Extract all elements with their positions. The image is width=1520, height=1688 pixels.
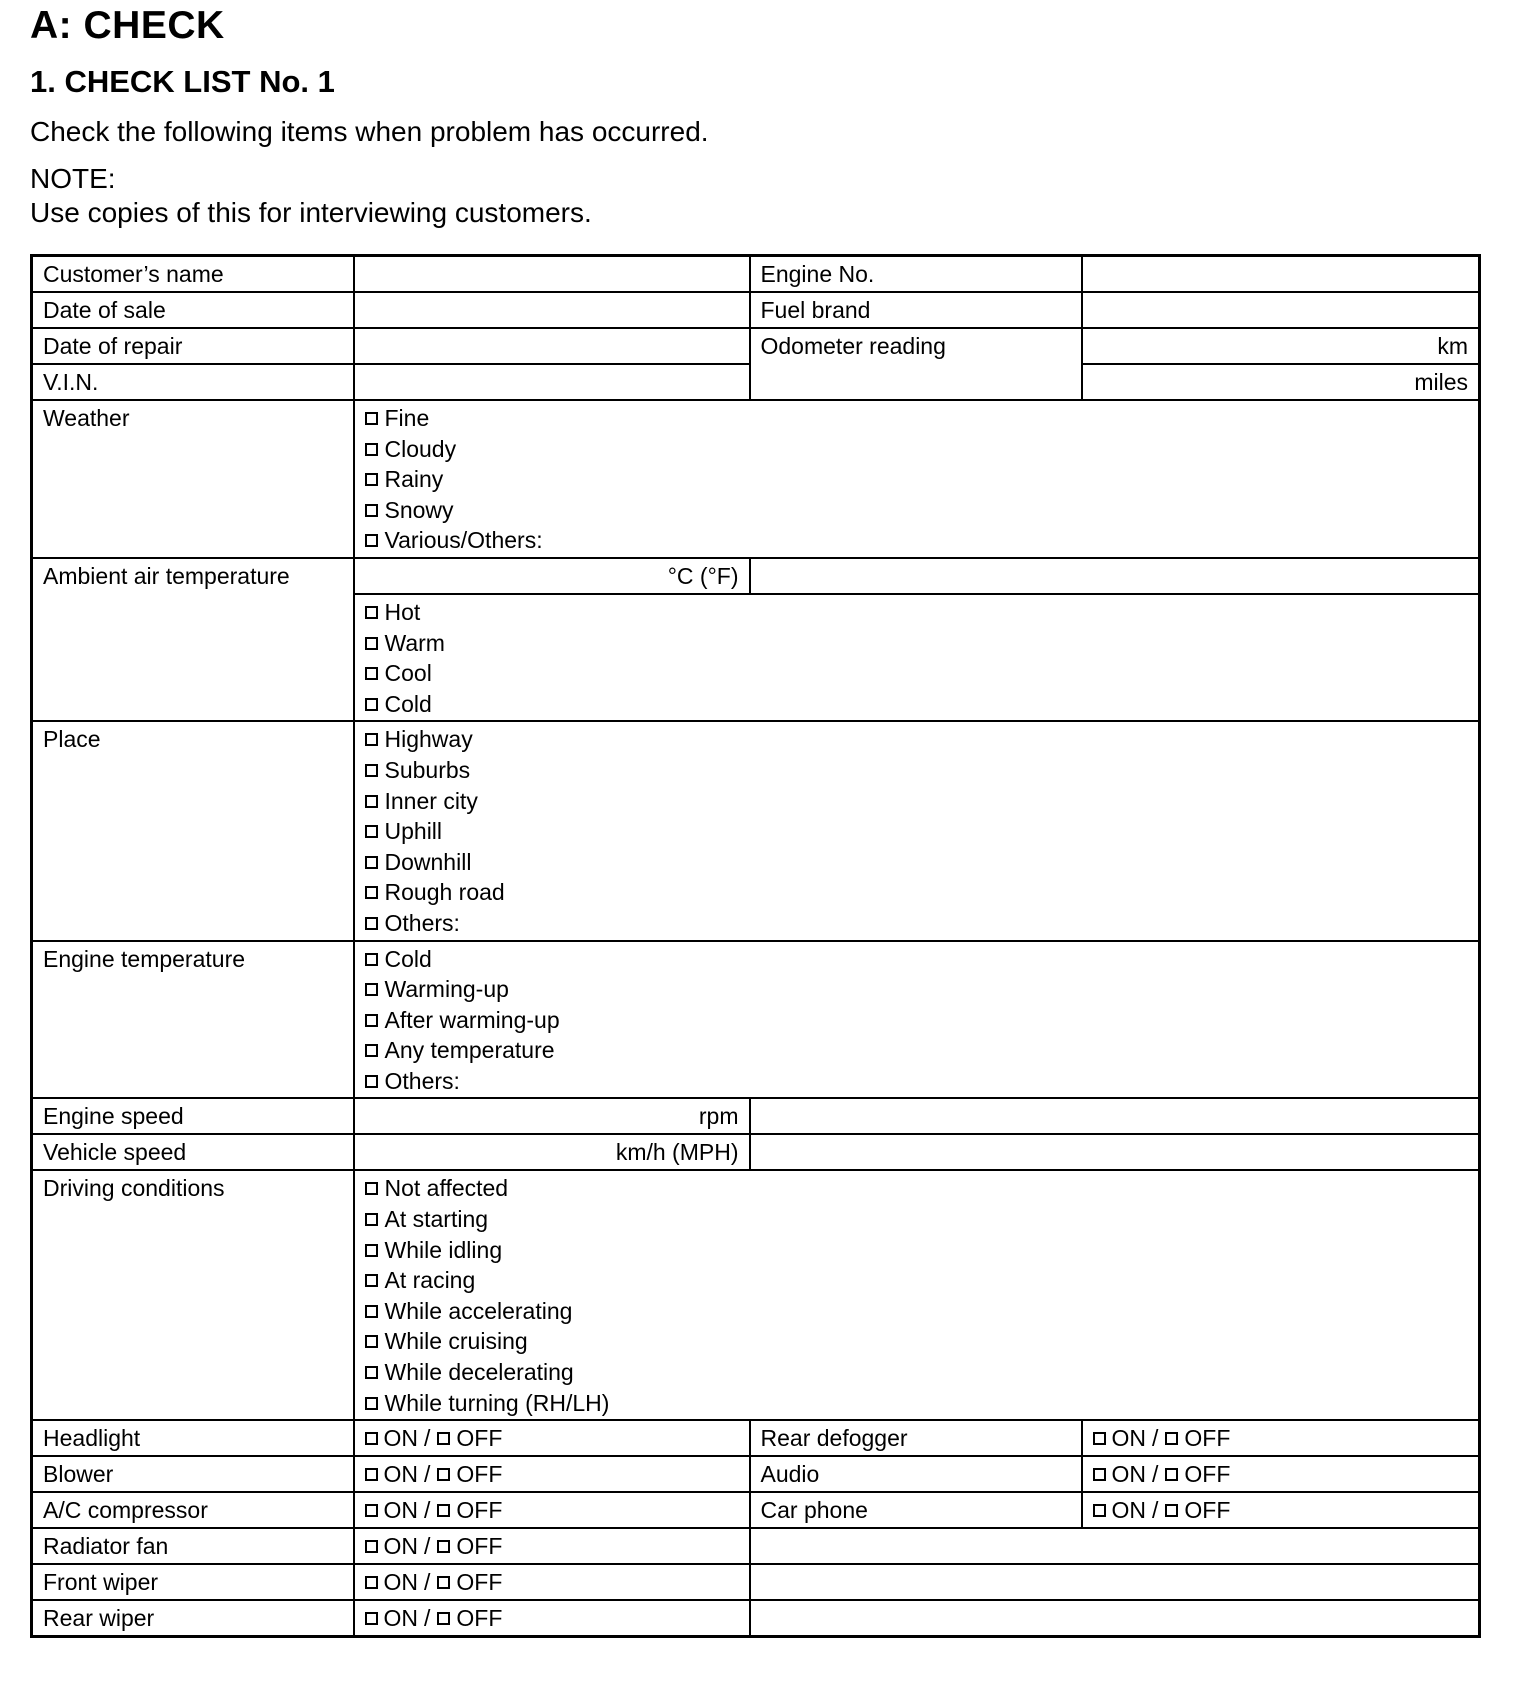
checkbox-icon[interactable] xyxy=(365,825,378,838)
label-engine-no: Engine No. xyxy=(750,256,1082,293)
label-car-phone: Car phone xyxy=(750,1492,1082,1528)
checkbox-icon[interactable] xyxy=(437,1504,450,1517)
checkbox-icon[interactable] xyxy=(365,1366,378,1379)
checkbox-icon[interactable] xyxy=(1165,1468,1178,1481)
checkbox-icon[interactable] xyxy=(365,917,378,930)
checkbox-icon[interactable] xyxy=(365,1213,378,1226)
checkbox-icon[interactable] xyxy=(365,698,378,711)
off-label: OFF xyxy=(456,1605,503,1632)
option-label: Rough road xyxy=(384,879,505,906)
date-of-repair-field[interactable] xyxy=(354,328,750,364)
checkbox-icon[interactable] xyxy=(437,1540,450,1553)
option-item[interactable] xyxy=(365,1173,1469,1204)
on-label: ON xyxy=(1111,1461,1146,1488)
ambient-temperature-field[interactable]: °C (°F) xyxy=(354,558,750,594)
label-rear-wiper: Rear wiper xyxy=(32,1600,354,1637)
intro-text: Check the following items when problem has occurred. xyxy=(30,116,709,147)
checkbox-icon[interactable] xyxy=(365,637,378,650)
engine-speed-field[interactable]: rpm xyxy=(354,1098,750,1134)
radiator-fan-onoff xyxy=(354,1528,750,1564)
option-item[interactable] xyxy=(365,908,1469,939)
date-of-sale-field[interactable] xyxy=(354,292,750,328)
checkbox-icon[interactable] xyxy=(365,1182,378,1195)
checkbox-icon[interactable] xyxy=(365,606,378,619)
option-label: Downhill xyxy=(384,848,472,875)
slash-separator: / xyxy=(424,1497,431,1524)
option-label: Warming-up xyxy=(384,976,509,1003)
row-ac-compressor xyxy=(32,1492,1480,1528)
option-label: Not affected xyxy=(384,1175,509,1202)
audio-onoff xyxy=(1082,1456,1480,1492)
row-headlight xyxy=(32,1420,1480,1456)
option-label: Highway xyxy=(384,726,473,753)
option-item[interactable] xyxy=(365,525,1469,556)
option-item[interactable] xyxy=(365,847,1469,878)
option-item[interactable] xyxy=(365,944,1469,975)
label-weather: Weather xyxy=(32,400,354,558)
blower-onoff xyxy=(354,1456,750,1492)
option-label: While decelerating xyxy=(384,1359,574,1386)
checkbox-icon[interactable] xyxy=(365,1244,378,1257)
option-label: Various/Others: xyxy=(384,527,543,554)
option-item[interactable] xyxy=(365,434,1469,465)
checkbox-icon[interactable] xyxy=(365,443,378,456)
option-item[interactable] xyxy=(365,1326,1469,1357)
option-item[interactable] xyxy=(365,786,1469,817)
option-label: While idling xyxy=(384,1236,503,1263)
option-label: Hot xyxy=(384,598,421,625)
check-list-title: 1. CHECK LIST No. 1 xyxy=(30,64,335,99)
on-label: ON xyxy=(383,1569,418,1596)
row-front-wiper xyxy=(32,1564,1480,1600)
checkbox-icon[interactable] xyxy=(1093,1504,1106,1517)
option-item[interactable] xyxy=(365,464,1469,495)
place-options xyxy=(354,721,1480,940)
ambient-temperature-blank xyxy=(750,558,1480,594)
option-label: Others: xyxy=(384,909,460,936)
checkbox-icon[interactable] xyxy=(1093,1432,1106,1445)
on-label: ON xyxy=(383,1533,418,1560)
row-driving-conditions xyxy=(32,1170,1480,1420)
row-customer-name xyxy=(32,256,1480,293)
ambient-options xyxy=(354,594,1480,721)
checkbox-icon[interactable] xyxy=(365,412,378,425)
checkbox-icon[interactable] xyxy=(365,1014,378,1027)
label-ac-compressor: A/C compressor xyxy=(32,1492,354,1528)
checkbox-icon[interactable] xyxy=(365,1274,378,1287)
checkbox-icon[interactable] xyxy=(365,1576,378,1589)
radiator-fan-blank xyxy=(750,1528,1480,1564)
option-item[interactable] xyxy=(365,755,1469,786)
row-date-of-repair xyxy=(32,328,1480,364)
row-radiator-fan xyxy=(32,1528,1480,1564)
front-wiper-onoff xyxy=(354,1564,750,1600)
off-label: OFF xyxy=(1184,1425,1231,1452)
headlight-onoff xyxy=(354,1420,750,1456)
checkbox-icon[interactable] xyxy=(365,1397,378,1410)
option-label: Warm xyxy=(384,629,445,656)
row-ambient-temperature xyxy=(32,558,1480,594)
label-place: Place xyxy=(32,721,354,940)
checkbox-icon[interactable] xyxy=(365,764,378,777)
label-engine-speed: Engine speed xyxy=(32,1098,354,1134)
slash-separator: / xyxy=(424,1425,431,1452)
option-label: Cool xyxy=(384,660,432,687)
engine-no-field[interactable] xyxy=(1082,256,1480,293)
checkbox-icon[interactable] xyxy=(1165,1504,1178,1517)
customer-name-field[interactable] xyxy=(354,256,750,293)
checkbox-icon[interactable] xyxy=(365,534,378,547)
slash-separator: / xyxy=(1152,1461,1159,1488)
checkbox-icon[interactable] xyxy=(365,504,378,517)
section-heading: A: CHECK xyxy=(30,4,225,47)
option-label: Rainy xyxy=(384,466,444,493)
checkbox-icon[interactable] xyxy=(437,1468,450,1481)
on-label: ON xyxy=(1111,1497,1146,1524)
row-engine-temperature xyxy=(32,941,1480,1099)
checkbox-icon[interactable] xyxy=(365,856,378,869)
rear-wiper-blank xyxy=(750,1600,1480,1637)
checkbox-icon[interactable] xyxy=(365,667,378,680)
option-item[interactable] xyxy=(365,1296,1469,1327)
off-label: OFF xyxy=(456,1533,503,1560)
row-rear-wiper xyxy=(32,1600,1480,1637)
label-fuel-brand: Fuel brand xyxy=(750,292,1082,328)
engine-temperature-options xyxy=(354,941,1480,1099)
option-label: Fine xyxy=(384,405,430,431)
label-driving-conditions: Driving conditions xyxy=(32,1170,354,1420)
label-headlight: Headlight xyxy=(32,1420,354,1456)
option-label: Snowy xyxy=(384,496,454,523)
slash-separator: / xyxy=(424,1569,431,1596)
checkbox-icon[interactable] xyxy=(365,1432,378,1445)
option-label: At racing xyxy=(384,1267,476,1294)
on-label: ON xyxy=(383,1605,418,1632)
driving-conditions-options xyxy=(354,1170,1480,1420)
off-label: OFF xyxy=(456,1461,503,1488)
checkbox-icon[interactable] xyxy=(1165,1432,1178,1445)
note-label: NOTE: xyxy=(30,163,116,194)
option-item[interactable] xyxy=(365,689,1469,720)
option-label: Suburbs xyxy=(384,756,471,783)
label-engine-temperature: Engine temperature xyxy=(32,941,354,1099)
label-audio: Audio xyxy=(750,1456,1082,1492)
vehicle-speed-field[interactable]: km/h (MPH) xyxy=(354,1134,750,1170)
on-label: ON xyxy=(383,1425,418,1452)
slash-separator: / xyxy=(424,1605,431,1632)
option-label: While cruising xyxy=(384,1328,528,1355)
check-list-table xyxy=(30,254,1481,1638)
row-date-of-sale xyxy=(32,292,1480,328)
checkbox-icon[interactable] xyxy=(365,886,378,899)
checkbox-icon[interactable] xyxy=(365,1044,378,1057)
checkbox-icon[interactable] xyxy=(365,1075,378,1088)
rear-defogger-onoff xyxy=(1082,1420,1480,1456)
checkbox-icon[interactable] xyxy=(1093,1468,1106,1481)
on-label: ON xyxy=(383,1497,418,1524)
option-label: Cold xyxy=(384,690,432,717)
off-label: OFF xyxy=(1184,1497,1231,1524)
label-customer-name: Customer’s name xyxy=(32,256,354,293)
slash-separator: / xyxy=(1152,1425,1159,1452)
option-label: Cold xyxy=(384,945,432,972)
checkbox-icon[interactable] xyxy=(365,1504,378,1517)
car-phone-onoff xyxy=(1082,1492,1480,1528)
checkbox-icon[interactable] xyxy=(365,953,378,966)
checkbox-icon[interactable] xyxy=(365,983,378,996)
front-wiper-blank xyxy=(750,1564,1480,1600)
note-text: Use copies of this for interviewing customers. xyxy=(30,197,592,228)
weather-options xyxy=(354,400,1480,558)
off-label: OFF xyxy=(456,1497,503,1524)
label-rear-defogger: Rear defogger xyxy=(750,1420,1082,1456)
row-engine-speed xyxy=(32,1098,1480,1134)
option-item[interactable] xyxy=(365,1265,1469,1296)
option-label: Cloudy xyxy=(384,435,457,462)
checkbox-icon[interactable] xyxy=(365,473,378,486)
option-item[interactable] xyxy=(365,816,1469,847)
checkbox-icon[interactable] xyxy=(365,1612,378,1625)
option-item[interactable] xyxy=(365,724,1469,755)
label-date-of-sale: Date of sale xyxy=(32,292,354,328)
row-blower xyxy=(32,1456,1480,1492)
checkbox-icon[interactable] xyxy=(437,1612,450,1625)
on-label: ON xyxy=(1111,1425,1146,1452)
option-item[interactable] xyxy=(365,1204,1469,1235)
checkbox-icon[interactable] xyxy=(365,1305,378,1318)
label-date-of-repair: Date of repair xyxy=(32,328,354,364)
slash-separator: / xyxy=(424,1461,431,1488)
checkbox-icon[interactable] xyxy=(365,1468,378,1481)
off-label: OFF xyxy=(456,1569,503,1596)
odometer-miles-field[interactable]: miles xyxy=(1082,364,1480,400)
label-radiator-fan: Radiator fan xyxy=(32,1528,354,1564)
option-item[interactable] xyxy=(365,1035,1469,1066)
checkbox-icon[interactable] xyxy=(437,1432,450,1445)
option-item[interactable] xyxy=(365,495,1469,526)
option-item[interactable] xyxy=(365,1388,1469,1419)
option-item[interactable] xyxy=(365,658,1469,689)
row-weather xyxy=(32,400,1480,558)
option-item[interactable] xyxy=(365,628,1469,659)
option-item[interactable] xyxy=(365,1357,1469,1388)
option-label: At starting xyxy=(384,1206,489,1233)
option-label: Inner city xyxy=(384,787,478,814)
row-place xyxy=(32,721,1480,940)
checkbox-icon[interactable] xyxy=(365,1540,378,1553)
fuel-brand-field[interactable] xyxy=(1082,292,1480,328)
option-label: Others: xyxy=(384,1067,460,1094)
off-label: OFF xyxy=(1184,1461,1231,1488)
row-vehicle-speed xyxy=(32,1134,1480,1170)
option-label: Any temperature xyxy=(384,1037,555,1064)
option-item[interactable] xyxy=(365,403,1469,434)
label-front-wiper: Front wiper xyxy=(32,1564,354,1600)
option-label: After warming-up xyxy=(384,1006,560,1033)
option-label: While accelerating xyxy=(384,1297,573,1324)
option-item[interactable] xyxy=(365,1066,1469,1097)
option-item[interactable] xyxy=(365,597,1469,628)
label-odometer-reading: Odometer reading xyxy=(750,328,1082,400)
slash-separator: / xyxy=(424,1533,431,1560)
engine-speed-blank xyxy=(750,1098,1480,1134)
option-item[interactable] xyxy=(365,877,1469,908)
label-vehicle-speed: Vehicle speed xyxy=(32,1134,354,1170)
checkbox-icon[interactable] xyxy=(365,795,378,808)
odometer-km-field[interactable]: km xyxy=(1082,328,1480,364)
vehicle-speed-blank xyxy=(750,1134,1480,1170)
checkbox-icon[interactable] xyxy=(365,1335,378,1348)
off-label: OFF xyxy=(456,1425,503,1452)
label-blower: Blower xyxy=(32,1456,354,1492)
option-item[interactable] xyxy=(365,1235,1469,1266)
checkbox-icon[interactable] xyxy=(437,1576,450,1589)
option-label: Uphill xyxy=(384,818,443,845)
option-label: While turning (RH/LH) xyxy=(384,1389,610,1416)
on-label: ON xyxy=(383,1461,418,1488)
checkbox-icon[interactable] xyxy=(365,733,378,746)
option-item[interactable] xyxy=(365,974,1469,1005)
ac-compressor-onoff xyxy=(354,1492,750,1528)
vin-field[interactable] xyxy=(354,364,750,400)
option-item[interactable] xyxy=(365,1005,1469,1036)
rear-wiper-onoff xyxy=(354,1600,750,1637)
label-vin: V.I.N. xyxy=(32,364,354,400)
slash-separator: / xyxy=(1152,1497,1159,1524)
label-ambient-temperature: Ambient air temperature xyxy=(32,558,354,721)
